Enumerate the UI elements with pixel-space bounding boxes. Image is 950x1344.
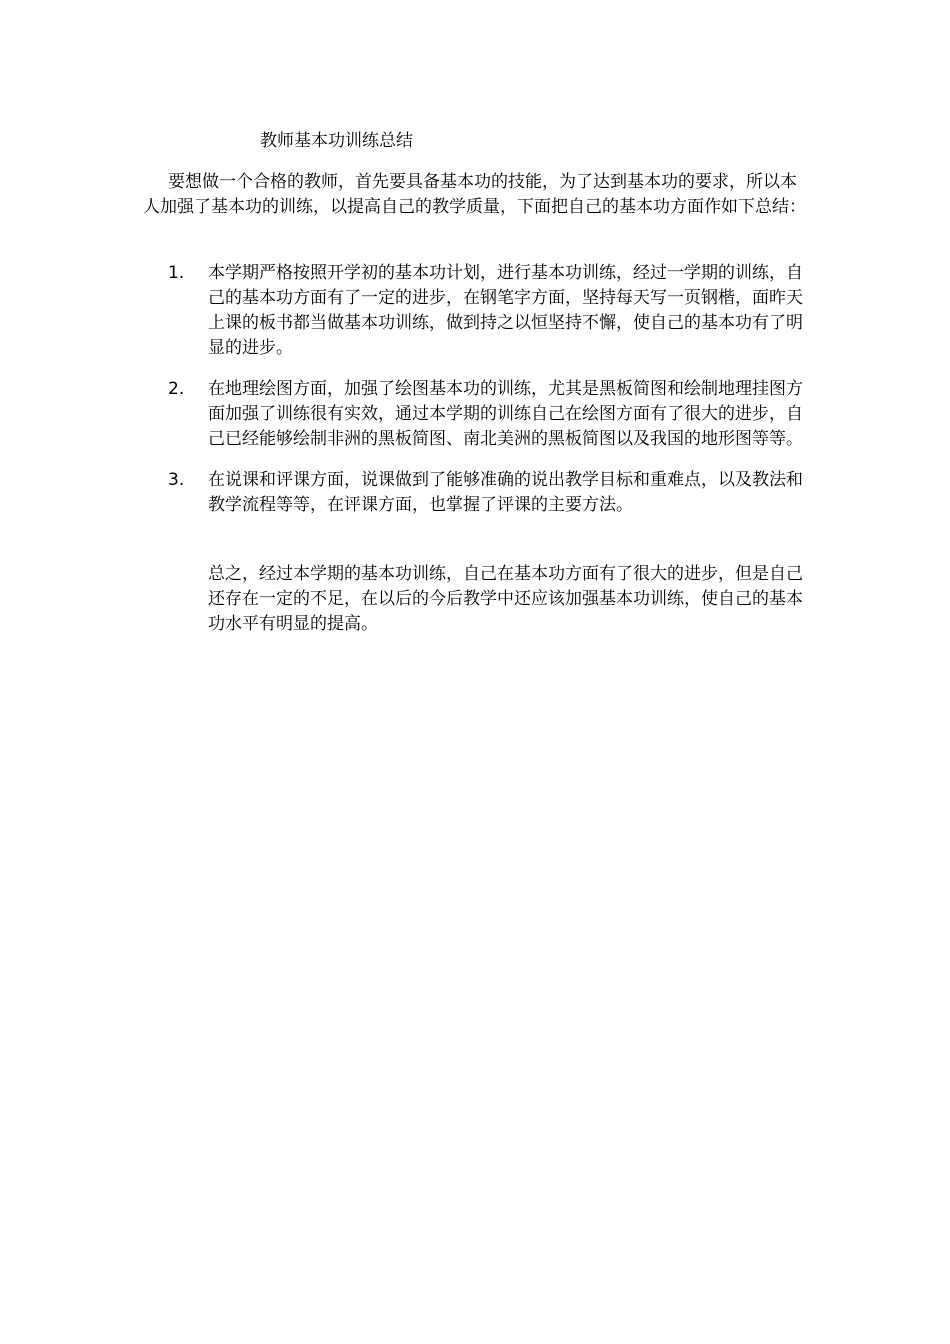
conclusion-paragraph: 总之，经过本学期的基本功训练，自己在基本功方面有了很大的进步，但是自己还存在一定的不足，在以后的今后教学中还应该加强基本功训练，使自己的基本功水平有明显的提高。: [208, 564, 803, 634]
document-title: 教师基本功训练总结: [260, 131, 413, 151]
list-item-number: 1.: [168, 263, 185, 283]
list-item-number: 2.: [168, 379, 185, 399]
list-item: [165, 261, 815, 361]
list-item-number: 3.: [168, 470, 185, 490]
summary-list: [165, 261, 815, 534]
list-item-text: 在地理绘图方面，加强了绘图基本功的训练，尤其是黑板简图和绘制地理挂图方面加强了训练很有实效，通过本学期的训练自己在绘图方面有了很大的进步，自己已经能够绘制非洲的黑板简图、南北美洲的黑板简图以及我国的地形图等等。: [208, 379, 803, 449]
list-item: [165, 377, 815, 452]
intro-paragraph: 要想做一个合格的教师，首先要具备基本功的技能，为了达到基本功的要求，所以本人加强了基本功的训练，以提高自己的教学质量，下面把自己的基本功方面作如下总结：: [143, 172, 806, 217]
list-item-text: 本学期严格按照开学初的基本功计划，进行基本功训练，经过一学期的训练，自己的基本功方面有了一定的进步，在钢笔字方面，坚持每天写一页钢楷，面昨天上课的板书都当做基本功训练，做到持之以恒坚持不懈，使自己的基本功有了明显的进步。: [208, 263, 803, 358]
list-item-text: 在说课和评课方面，说课做到了能够准确的说出教学目标和重难点，以及教法和教学流程等等，在评课方面，也掌握了评课的主要方法。: [208, 470, 803, 515]
list-item: [165, 468, 815, 518]
